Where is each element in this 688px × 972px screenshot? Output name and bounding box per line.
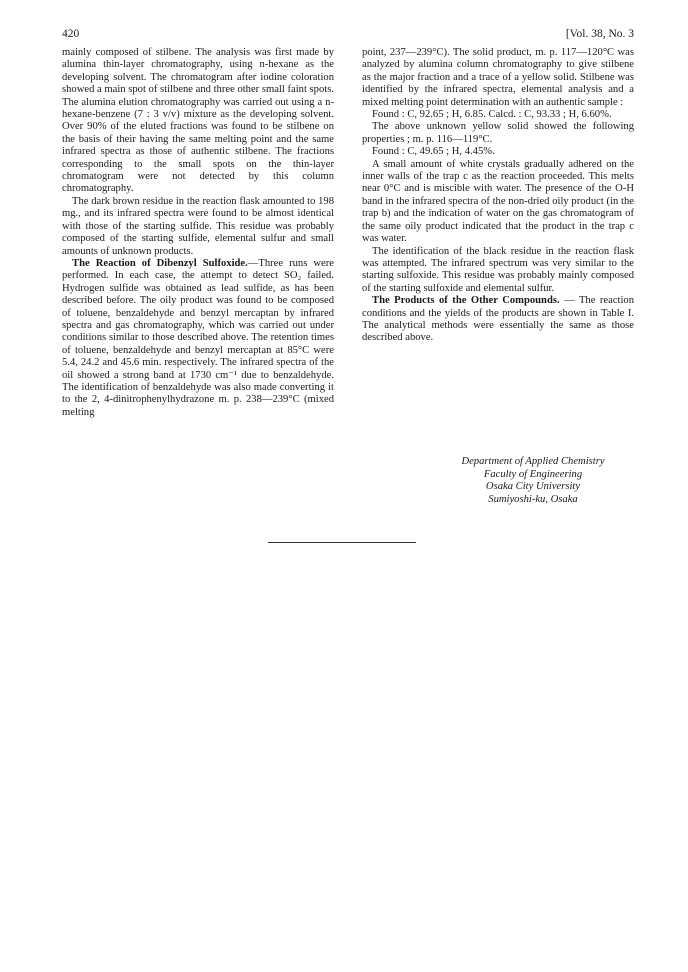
end-rule (268, 542, 416, 543)
affiliation-line: Faculty of Engineering (483, 468, 583, 480)
analysis-result: Found : C, 92.65 ; H, 6.85. Calcd. : C, 93.33 ; H, 6.60%. (372, 109, 612, 121)
paragraph: The above unknown yellow solid showed the following properties ; m. p. 116—119°C. (362, 121, 634, 145)
section-heading: The Products of the Other Compounds. (372, 295, 560, 307)
paragraph (62, 258, 334, 419)
affiliation-line: Osaka City University (485, 481, 581, 493)
paragraph-text: — The reaction conditions and the yields of the products are shown in Table I. The analytical methods were essentially the same as those described above. (362, 295, 635, 344)
left-column (62, 47, 334, 419)
affiliation-line: Department of Applied Chemistry (461, 456, 605, 467)
page-number: 420 (62, 28, 80, 40)
paragraph-text: —Three runs were performed. In each case, the attempt to detect SO₂ failed. Hydrogen sulfide was obtained as lead sulfide, as has been described before. The oily product was found to be composed of toluene, benzaldehyde and benzyl mercaptan by infrared spectra and gas chromatography, which was carried out under conditions similar to those described above. The retention times of toluene, benzaldehyde and benzyl mercaptan at 85°C were 5.4, 24.2 and 45.6 min. respectively. The infrared spectra of the oil showed a strong band at 1730 cm⁻¹ due to benzaldehyde. The identification of benzaldehyde was also made converting it to the 2, 4-dinitrophenylhydrazone m. p. 238—239°C (mixed melting (62, 257, 334, 418)
analysis-result: Found : C, 49.65 ; H, 4.45%. (372, 146, 495, 158)
right-column (362, 47, 634, 345)
paragraph: The dark brown residue in the reaction flask amounted to 198 mg., and its infrared spectra were found to be almost identical with those of the starting sulfide. This residue was probably composed of the starting sulfide, elemental sulfur and small amounts of unknown products. (62, 195, 334, 257)
paragraph: point, 237—239°C). The solid product, m. p. 117—120°C was analyzed by alumina column chromatography to give stilbene as the major fraction and a trace of a yellow solid. Stilbene was identified by the infrared spectra, elemental analysis and a mixed melting point determination with an authentic sample : (362, 47, 634, 108)
paragraph: The identification of the black residue in the reaction flask was attempted. The infrared spectrum was very similar to the starting sulfoxide. This residue was probably mainly composed of the starting sulfoxide and elemental sulfur. (362, 245, 634, 294)
affiliation-block (362, 456, 634, 506)
section-heading: The Reaction of Dibenzyl Sulfoxide. (72, 257, 248, 269)
paragraph: mainly composed of stilbene. The analysis was first made by alumina thin-layer chromatography, using n-hexane as the developing solvent. The chromatogram after iodine coloration showed a main spot of stilbene and three other small faint spots. The alumina elution chromatography was carried out using a n-hexane-benzene (7 : 3 v/v) mixture as the developing solvent. Over 90% of the eluted fractions was found to be stilbene on the basis of their having the same melting point and the same infrared spectra as those of authentic stilbene. The fractions corresponding to the small spots on the thin-layer chromatogram were not detected by this column chromatography. (62, 47, 334, 195)
paragraph (362, 295, 634, 345)
volume-label: [Vol. 38, No. 3 (565, 28, 634, 40)
page-header (62, 28, 634, 44)
affiliation-line: Sumiyoshi-ku, Osaka (488, 493, 578, 505)
paragraph: A small amount of white crystals gradually adhered on the inner walls of the trap c as the reaction proceeded. This melts near 0°C and is miscible with water. The presence of the O-H band in the infrared spectra of the non-dried oily product (in the trap b) and the indication of water on the gas chromatogram of the same oily product indicated that the product in the trap c was water. (362, 158, 634, 245)
